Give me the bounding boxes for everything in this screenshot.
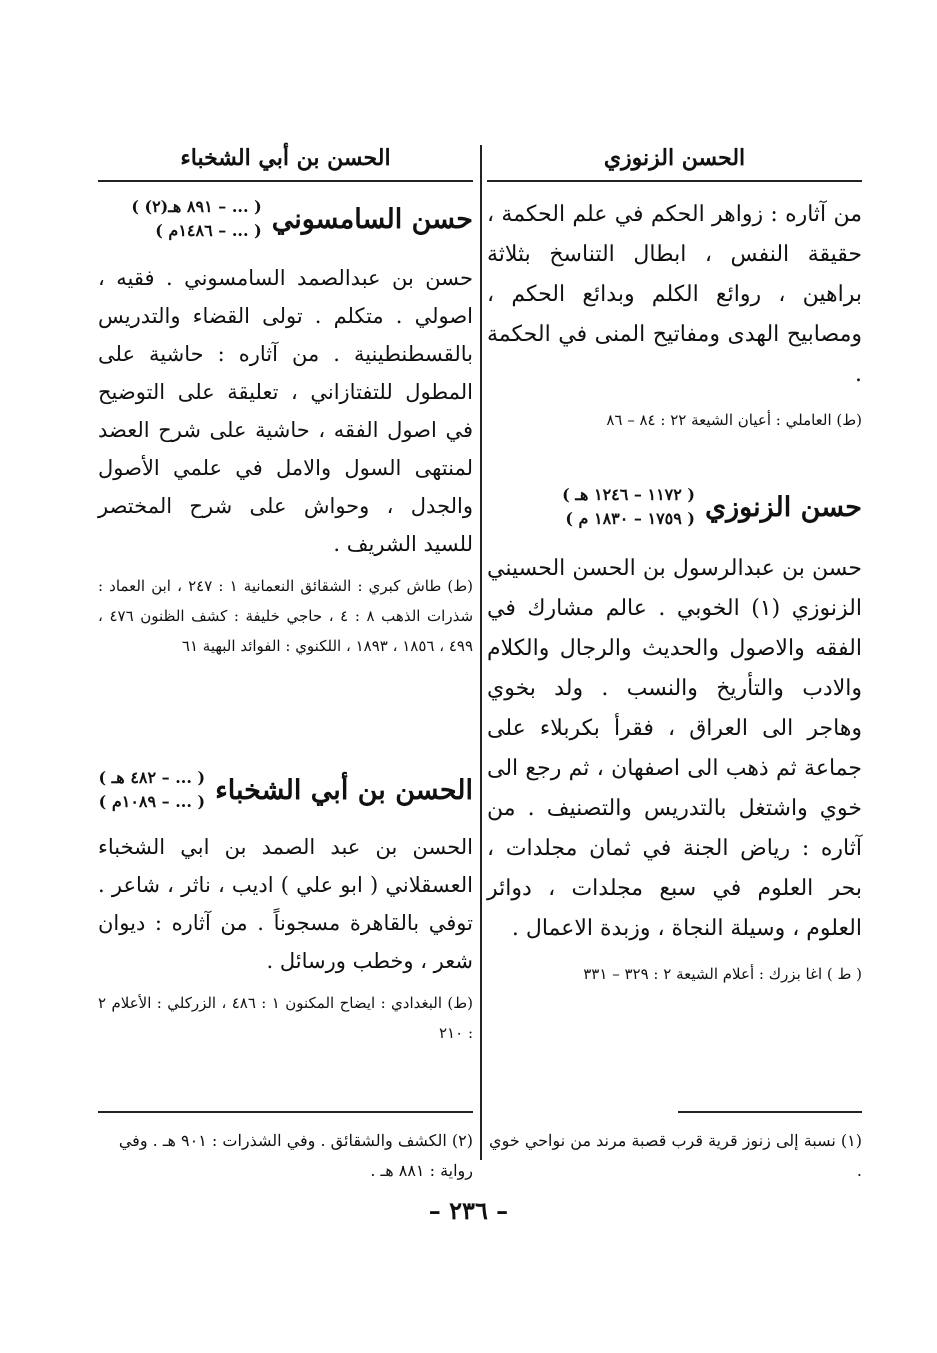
- entry-source: (ط) البغدادي : ايضاح المكنون ١ : ٤٨٦ ، الزركلي : الأعلام ٢ : ٢١٠: [98, 994, 473, 1042]
- entry-body: حسن بن عبدالصمد السامسوني . فقيه ، اصولي . متكلم . تولى القضاء والتدريس بالقسطنطينية . من آثاره : حاشية على المطول للتفتازاني ، تعليقة على التوضيح في اصول الفقه ، حاشية على شرح العضد لمنتهى السول والامل في علمي الأصول والجدل ، وحواش على شرح المختصر للسيد الشريف .: [98, 266, 473, 556]
- entry-abi-shakhba: [98, 766, 473, 1048]
- entry-dates: [98, 766, 205, 814]
- right-head-rule: [487, 180, 862, 182]
- right-running-head: الحسن الزنوزي: [603, 145, 746, 171]
- dates-gregorian: ( ١٧٥٩ – ١٨٣٠ م ): [565, 509, 695, 528]
- entry-name: الحسن بن أبي الشخباء: [215, 774, 473, 806]
- dates-hijri: ( ... – ٨٩١ هـ(٢) ): [131, 197, 262, 216]
- left-footnote-rule: [98, 1111, 473, 1113]
- page-number: – ٢٣٦ –: [428, 1196, 509, 1225]
- right-column: [487, 138, 862, 983]
- left-running-head: الحسن بن أبي الشخباء: [180, 145, 391, 171]
- entry-source: ( ط ) اغا بزرك : أعلام الشيعة ٢ : ٣٢٩ – ٣٣١: [583, 965, 862, 983]
- dates-gregorian: ( ... – ١٤٨٦م ): [155, 221, 262, 240]
- entry-heading: [98, 766, 473, 814]
- dates-gregorian: ( ... – ١٠٨٩م ): [98, 792, 206, 811]
- continuation-block: [487, 195, 862, 435]
- entry-name: حسن السامسوني: [271, 203, 473, 235]
- entry-heading: [487, 483, 862, 531]
- column-divider: [480, 145, 482, 1160]
- left-column: [98, 138, 474, 1042]
- left-head-rule: [98, 180, 473, 182]
- entry-samsuni: [98, 195, 473, 661]
- dates-hijri: ( ١١٧٢ – ١٢٤٦ هـ ): [562, 485, 695, 504]
- right-footnote-rule: [678, 1111, 862, 1113]
- entry-name: حسن الزنوزي: [705, 491, 862, 523]
- entry-body: حسن بن عبدالرسول بن الحسن الحسيني الزنوزي (١) الخوبي . عالم مشارك في الفقه والاصول والحديث والرجال والكلام والادب والتأريخ والنسب . ولد بخوي وهاجر الى العراق ، فقرأ بكربلاء على جماعة ثم ذهب الى اصفهان ، ثم رجع الى خوي واشتغل بالتدريس والتصنيف . من آثاره : رياض الجنة في ثمان مجلدات ، بحر العلوم في سبع مجلدات ، دوائر العلوم ، وسيلة النجاة ، وزبدة الاعمال .: [487, 556, 862, 941]
- entry-body: الحسن بن عبد الصمد بن ابي الشخباء العسقلاني ( ابو علي ) اديب ، ناثر ، شاعر . توفي بالقاهرة مسجوناً . من آثاره : ديوان شعر ، وخطب ورسائل .: [98, 835, 473, 973]
- entry-dates: [131, 195, 261, 243]
- left-footnote: (٢) الكشف والشقائق . وفي الشذرات : ٩٠١ هـ . وفي رواية : ٨٨١ هـ .: [118, 1131, 473, 1180]
- right-footnote: (١) نسبة إلى زنوز قرية قرب قصبة مرند من نواحي خوي .: [489, 1131, 862, 1180]
- continuation-text: من آثاره : زواهر الحكم في علم الحكمة ، حقيقة النفس ، ابطال التناسخ بثلاثة براهين ، روائع الكلم وبدائع الحكم ، ومصابيح الهدى ومفاتيح المنى في الحكمة .: [487, 202, 862, 387]
- entry-source: (ط) طاش كبري : الشقائق النعمانية ١ : ٢٤٧ ، ابن العماد : شذرات الذهب ٨ : ٤ ، حاجي خليفة : كشف الظنون ٤٧٦ ، ٤٩٩ ، ١٨٥٦ ، ١٨٩٣ ، اللكنوي : الفوائد البهية ٦١: [98, 577, 474, 655]
- entry-dates: [562, 483, 695, 531]
- continuation-source: (ط) العاملي : أعيان الشيعة ٢٢ : ٨٤ – ٨٦: [606, 411, 862, 429]
- entry-zanuzi: [487, 483, 862, 989]
- dates-hijri: ( ... – ٤٨٢ هـ ): [98, 768, 206, 787]
- entry-heading: [98, 195, 473, 243]
